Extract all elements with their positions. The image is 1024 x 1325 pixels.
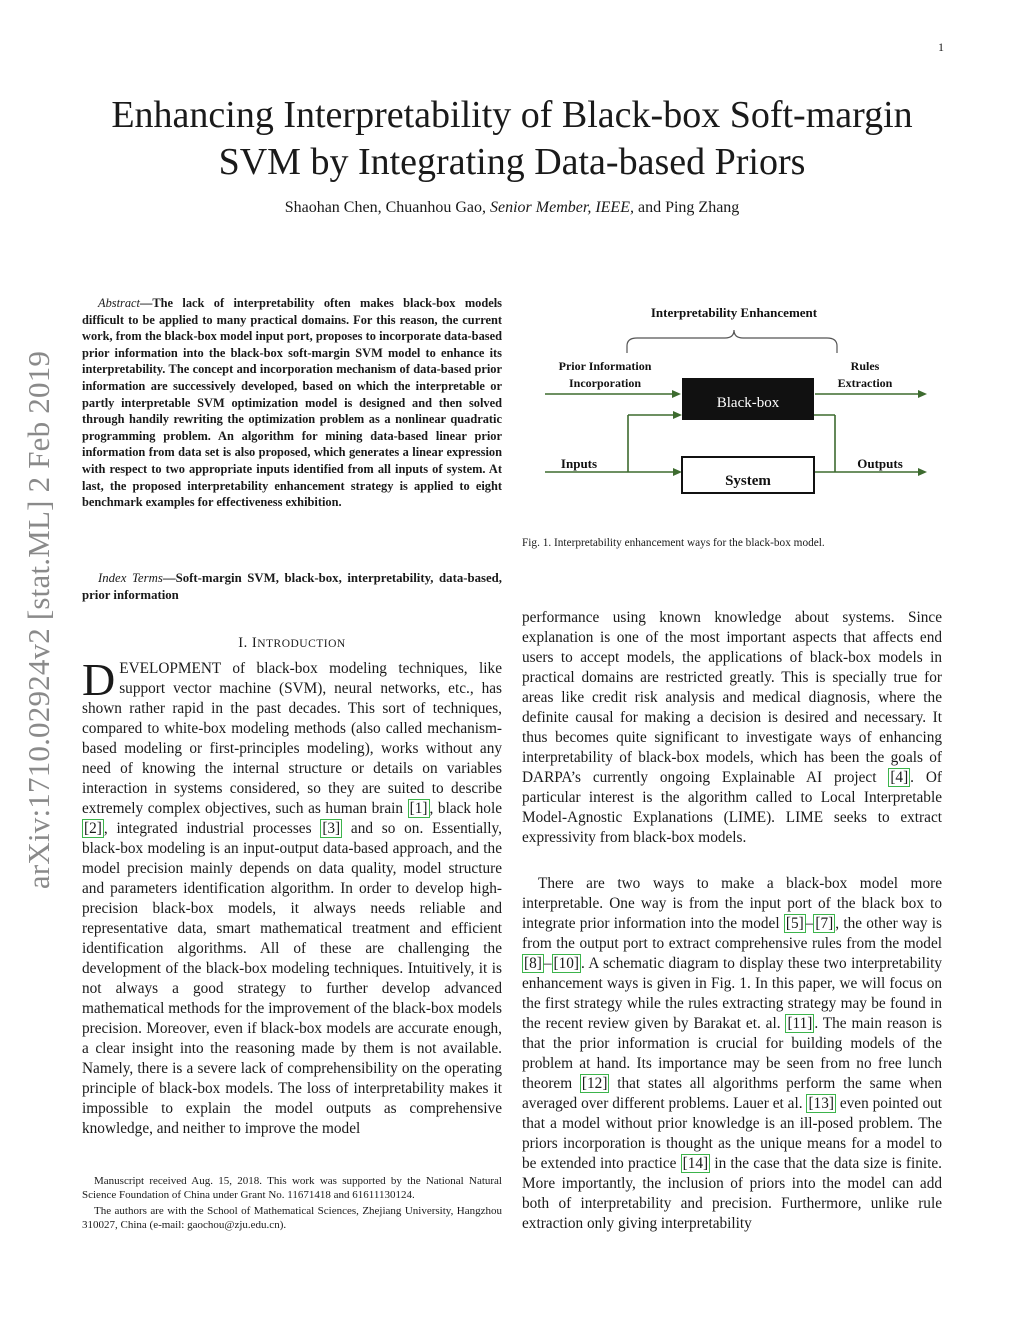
right-p2a: There are two ways to make a black-box model more interpretable. One way is from the input port of the black box to integrate prior information into the model bbox=[522, 875, 942, 932]
citation-link[interactable]: [10] bbox=[553, 955, 579, 972]
fig-rules-line-1: Rules bbox=[850, 359, 880, 373]
citation-link[interactable]: [4] bbox=[890, 769, 909, 786]
abstract bbox=[82, 295, 502, 511]
footnotes bbox=[82, 1175, 502, 1235]
author-role: Senior Member, IEEE, bbox=[490, 199, 634, 216]
citation-link[interactable]: [1] bbox=[409, 800, 428, 817]
right-p2d: . The main reason is that the prior information is crucial for building models of the problem at hand. Its importance may be seen from no free lunch theorem bbox=[522, 1015, 942, 1092]
intro-paragraph bbox=[82, 654, 502, 1139]
intro-seg4: and so on. Essentially, black-box modeling is an input-output data-based approach, and the model precision mainly depends on data quality, model structure and parameters identification algorithm. In order to develop high-precision black-box models, it always needs reliable and representative data, smart mathematical treatment and efficient identification algorithms. All of these are challenging the development of the black-box modeling techniques. Intuitively, it is not always a good strategy to further develop advanced mathematical methods for the improvement of the black-box models precision. Moreover, even if black-box models are accurate enough, a clear insight into the reasoning made by them is not available. Namely, there is a severe lack of comprehensibility on the operating principle of black-box models. The loss of interpretability makes it impossible to explain the model outputs as comprehensive knowledge, and neither to improve the model bbox=[82, 820, 502, 1137]
fig-rules-arrowhead bbox=[918, 390, 927, 398]
figure-1-caption: Fig. 1. Interpretability enhancement ways for the black-box model. bbox=[522, 537, 825, 549]
paper-title bbox=[0, 92, 1024, 186]
abstract-label: Abstract bbox=[98, 296, 140, 310]
figure-1 bbox=[545, 300, 927, 515]
footnote-manuscript: Manuscript received Aug. 15, 2018. This work was supported by the National Natural Science Foundation of China under Grant No. 11671418 and 61611130124. bbox=[82, 1175, 502, 1201]
title-line-2: SVM by Integrating Data-based Priors bbox=[218, 141, 806, 183]
citation-link[interactable]: [13] bbox=[808, 1095, 834, 1112]
intro-lead: EVELOPMENT bbox=[119, 660, 221, 677]
fig-blackbox-label: Black-box bbox=[716, 395, 780, 411]
fig-output-arrowhead bbox=[918, 468, 927, 476]
citation-dash: – bbox=[805, 915, 814, 932]
fig-brace bbox=[627, 330, 837, 353]
index-terms-label: Index Terms bbox=[98, 571, 163, 585]
fig-prior-line-1: Prior Information bbox=[558, 359, 652, 373]
figure-1-diagram bbox=[545, 300, 927, 515]
footnote-affiliation: The authors are with the School of Mathematical Sciences, Zhejiang University, Hangzhou 310027, China (e-mail: gaochou@zju.edu.cn). bbox=[82, 1205, 502, 1231]
fig-top-label: Interpretability Enhancement bbox=[650, 305, 818, 320]
page-number: 1 bbox=[938, 40, 944, 54]
author-list bbox=[0, 199, 1024, 217]
citation-link[interactable]: [2] bbox=[84, 820, 102, 837]
fig-rules-line-2: Extraction bbox=[837, 376, 893, 390]
abstract-text: —The lack of interpretability often makes black-box models difficult to be applied to many practical domains. For this reason, the current work, from the black-box model input port, proposes to incorporate data-based prior information into the black-box soft-margin SVM model to enhance its interpretability. The concept and incorporation mechanism of data-based prior information are successively developed, based on which the interpretable or partly interpretable SVM optimization model is designed and then solved through handily rewriting the optimization problem as a nonlinear quadratic programming problem. An algorithm for mining data-based linear prior information from data set is also proposed, which generates a linear expression with respect to two appropriate inputs identified from all inputs of system. At last, the proposed interpretability enhancement strategy is applied to eight benchmark examples for effectiveness exhibition. bbox=[82, 296, 502, 510]
section-numeral: I. bbox=[238, 635, 252, 651]
arxiv-id: arXiv:1710.02924v2 [stat.ML] 2 Feb 2019 bbox=[21, 350, 57, 890]
index-terms-text: —Soft-margin SVM, black-box, interpretability, data-based, prior information bbox=[82, 571, 502, 602]
intro-seg1: of black-box modeling techniques, like support vector machine (SVM), neural networks, etc., has shown rather rapid in the past decades. This sort of techniques, compared to white-box modeling methods (also called mechanism-based modeling or first-principles modeling), works without any need of knowing the internal structure or details on variables interaction in systems considered, so they are suited to describe extremely complex objectives, such as human brain bbox=[82, 660, 502, 817]
intro-seg3: , integrated industrial processes bbox=[103, 820, 321, 837]
title-line-1: Enhancing Interpretability of Black-box Soft-margin bbox=[111, 94, 913, 136]
citation-link[interactable]: [12] bbox=[581, 1075, 608, 1092]
right-p2f: even pointed out that a model without prior knowledge is an ill-posed problem. The priors incorporation is thought as the unique means for a model to be extended into practice bbox=[522, 1095, 942, 1172]
fig-prior-arrowhead bbox=[672, 390, 681, 398]
index-terms bbox=[82, 570, 502, 604]
fig-system-label: System bbox=[725, 473, 771, 489]
citation-link[interactable]: [14] bbox=[682, 1155, 709, 1172]
citation-link[interactable]: [8] bbox=[524, 955, 542, 972]
fig-outputs-label: Outputs bbox=[857, 456, 903, 471]
intro-seg2: , black hole bbox=[429, 800, 502, 817]
author-names: Shaohan Chen, Chuanhou Gao, bbox=[284, 199, 486, 216]
citation-link[interactable]: [11] bbox=[787, 1015, 813, 1032]
right-paragraph-2 bbox=[522, 874, 942, 1234]
right-p1b-text: . Of particular interest is the algorithm called to Local Interpretable Model-Agnostic Explanations (LIME). LIME seeks to extract expressivity from black-box models. bbox=[522, 769, 943, 846]
right-p2g: in the case that the data size is finite. More importantly, the inclusion of priors into the model can add both of interpretability and precision. Furthermore, unlike rule extraction only giving interpretability bbox=[522, 1155, 942, 1232]
citation-link[interactable]: [7] bbox=[815, 915, 834, 932]
right-p2c: . A schematic diagram to display these two interpretability enhancement ways is given in Fig. 1. In this paper, we will focus on the first strategy while the rules extracting strategy may be found in the recent review given by Barakat et. al. bbox=[522, 955, 942, 1032]
dropcap: D bbox=[82, 654, 116, 705]
right-p1-text: performance using known knowledge about systems. Since explanation is one of the most important aspects that affects end users to accept models, the applications of black-box models in practical domains are restricted greatly. This is specially true for areas like credit risk analysis and medical diagnosis, where the definite causal for making a decision is desired and necessary. It thus becomes quite significant to investigate ways of enhancing interpretability of black-box models, which has been the goals of DARPA’s currently ongoing Explainable AI project bbox=[522, 609, 942, 786]
section-heading-introduction bbox=[82, 635, 502, 652]
section-rest: NTRODUCTION bbox=[257, 638, 346, 650]
fig-inputs-label: Inputs bbox=[560, 456, 598, 471]
citation-dash: – bbox=[543, 955, 552, 972]
fig-input-arrowhead bbox=[673, 468, 682, 476]
section-first-letter: I bbox=[251, 635, 258, 651]
citation-link[interactable]: [3] bbox=[322, 820, 341, 837]
right-paragraph-1 bbox=[522, 608, 942, 848]
author-last: and Ping Zhang bbox=[637, 199, 740, 216]
arxiv-watermark bbox=[18, 322, 60, 918]
right-p2b: , the other way is from the output port to extract comprehensive rules from the model bbox=[522, 915, 942, 952]
right-p2e: that states all algorithms perform the same when averaged over different problems. Lauer et al. bbox=[522, 1075, 942, 1112]
fig-prior-line-2: Incorporation bbox=[569, 376, 641, 390]
citation-link[interactable]: [5] bbox=[785, 915, 804, 932]
fig-input-blackbox-arrowhead bbox=[673, 411, 682, 419]
